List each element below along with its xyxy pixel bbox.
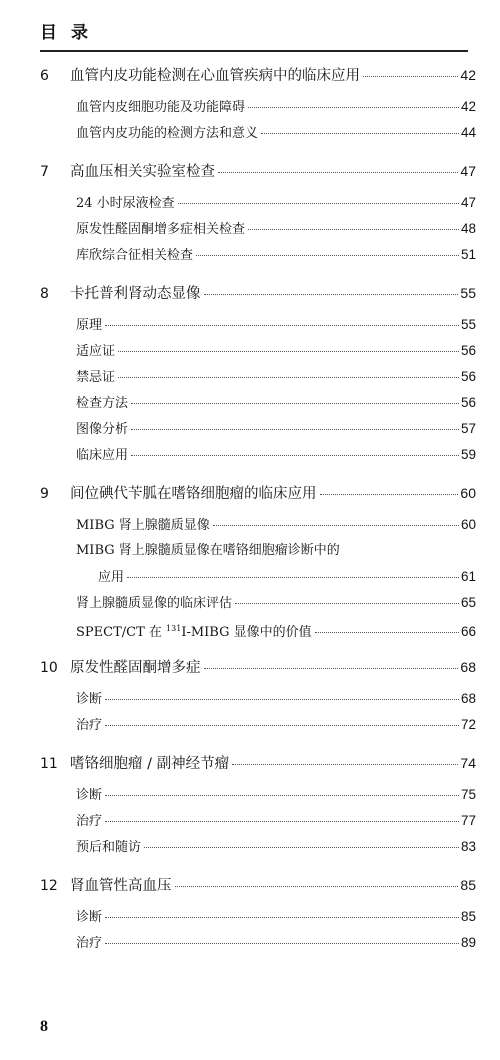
entry-title: 原理 [76, 318, 103, 333]
chapter-number: 11 [40, 756, 58, 772]
table-of-contents [40, 60, 476, 966]
page-number: 85 [460, 909, 476, 924]
chapter-title: 间位碘代苄胍在嗜铬细胞瘤的临床应用 [70, 486, 317, 502]
entry-title: 肾上腺髓质显像的临床评估 [76, 596, 233, 611]
dot-leader [248, 107, 459, 108]
dot-leader [105, 795, 459, 796]
toc-entry[interactable] [76, 94, 476, 120]
entry-title: 原发性醛固酮增多症相关检查 [76, 222, 246, 237]
page-number: 51 [460, 247, 476, 262]
entry-title: 血管内皮功能的检测方法和意义 [76, 126, 259, 141]
section-list [40, 508, 476, 642]
page-number: 42 [460, 67, 476, 83]
chapter-title: 血管内皮功能检测在心血管疾病中的临床应用 [70, 68, 360, 84]
toc-entry[interactable] [76, 808, 476, 834]
chapter-heading[interactable] [40, 748, 476, 778]
page-number: 68 [460, 691, 476, 706]
chapter-title: 嗜铬细胞瘤 / 副神经节瘤 [70, 756, 230, 772]
page-number: 61 [460, 569, 476, 584]
page-number: 56 [460, 395, 476, 410]
toc-entry-first-line[interactable] [76, 538, 476, 564]
toc-entry[interactable] [76, 930, 476, 956]
page-number: 55 [460, 285, 476, 301]
entry-title: 禁忌证 [76, 370, 116, 385]
isotope-superscript: 131 [166, 624, 182, 633]
toc-entry[interactable] [76, 216, 476, 242]
page-number: 59 [460, 447, 476, 462]
entry-title: 检查方法 [76, 396, 129, 411]
page-header [40, 20, 468, 46]
chapter-title: 卡托普利肾动态显像 [70, 286, 201, 302]
section-list [40, 308, 476, 468]
toc-entry[interactable] [76, 782, 476, 808]
toc-entry-continuation[interactable] [76, 564, 476, 590]
chapter-8 [40, 278, 476, 468]
page-number: 77 [460, 813, 476, 828]
toc-entry[interactable] [76, 338, 476, 364]
chapter-7 [40, 156, 476, 268]
dot-leader [315, 632, 459, 633]
toc-entry[interactable] [76, 364, 476, 390]
dot-leader [196, 255, 459, 256]
chapter-number: 9 [40, 486, 49, 502]
entry-title-continuation: 应用 [98, 570, 125, 585]
chapter-9 [40, 478, 476, 642]
entry-title: 临床应用 [76, 448, 129, 463]
chapter-number: 8 [40, 286, 49, 302]
header-rule [40, 50, 468, 52]
dot-leader [105, 821, 459, 822]
section-list [40, 90, 476, 146]
chapter-11 [40, 748, 476, 860]
chapter-heading[interactable] [40, 478, 476, 508]
toc-entry[interactable] [76, 616, 476, 642]
chapter-number: 12 [40, 878, 58, 894]
dot-leader [127, 577, 459, 578]
toc-entry[interactable] [76, 590, 476, 616]
page-number: 72 [460, 717, 476, 732]
entry-title [76, 616, 312, 646]
page-number: 66 [460, 624, 476, 639]
chapter-title: 肾血管性高血压 [70, 878, 172, 894]
chapter-6 [40, 60, 476, 146]
toc-entry[interactable] [76, 190, 476, 216]
page-number: 48 [460, 221, 476, 236]
dot-leader [235, 603, 459, 604]
chapter-title: 原发性醛固酮增多症 [70, 660, 201, 676]
entry-title: 血管内皮细胞功能及功能障碍 [76, 100, 246, 115]
dot-leader [105, 699, 459, 700]
section-list [40, 186, 476, 268]
chapter-heading[interactable] [40, 652, 476, 682]
entry-title: 图像分析 [76, 422, 129, 437]
entry-title: 适应证 [76, 344, 116, 359]
toc-entry[interactable] [76, 120, 476, 146]
page-number: 68 [460, 659, 476, 675]
section-list [40, 778, 476, 860]
chapter-title: 高血压相关实验室检查 [70, 164, 215, 180]
entry-title: 24 小时尿液检查 [76, 196, 175, 211]
footer-page-number: 8 [40, 1018, 48, 1035]
page-number: 89 [460, 935, 476, 950]
entry-title-prefix: SPECT/CT 在 [76, 625, 167, 640]
chapter-heading[interactable] [40, 156, 476, 186]
toc-entry[interactable] [76, 512, 476, 538]
toc-entry[interactable] [76, 686, 476, 712]
dot-leader [105, 917, 459, 918]
entry-title: 治疗 [76, 936, 103, 951]
dot-leader [204, 668, 459, 669]
page-number: 42 [460, 99, 476, 114]
page-number: 65 [460, 595, 476, 610]
dot-leader [218, 172, 458, 173]
page-number: 44 [460, 125, 476, 140]
entry-title: 库欣综合征相关检查 [76, 248, 194, 263]
page-number: 83 [460, 839, 476, 854]
page-number: 47 [460, 195, 476, 210]
page-number: 56 [460, 369, 476, 384]
dot-leader [178, 203, 459, 204]
dot-leader [131, 403, 459, 404]
page-number: 47 [460, 163, 476, 179]
dot-leader [144, 847, 459, 848]
dot-leader [105, 943, 459, 944]
chapter-number: 7 [40, 164, 49, 180]
chapter-10 [40, 652, 476, 738]
page-number: 85 [460, 877, 476, 893]
chapter-number: 6 [40, 68, 49, 84]
entry-title: 诊断 [76, 692, 103, 707]
toc-entry[interactable] [76, 834, 476, 860]
dot-leader [320, 494, 459, 495]
entry-title: 诊断 [76, 788, 103, 803]
page-number: 75 [460, 787, 476, 802]
header-title: 目录 [40, 23, 102, 43]
page-number: 60 [460, 517, 476, 532]
entry-title: 诊断 [76, 910, 103, 925]
dot-leader [105, 325, 459, 326]
toc-entry[interactable] [76, 442, 476, 468]
dot-leader [118, 351, 459, 352]
toc-entry[interactable] [76, 904, 476, 930]
section-list [40, 682, 476, 738]
page-number: 56 [460, 343, 476, 358]
chapter-number: 10 [40, 660, 58, 676]
page-number: 60 [460, 485, 476, 501]
page-number: 55 [460, 317, 476, 332]
dot-leader [232, 764, 458, 765]
dot-leader [213, 525, 459, 526]
entry-title: 预后和随访 [76, 840, 142, 855]
toc-entry[interactable] [76, 242, 476, 268]
entry-title: MIBG 肾上腺髓质显像在嗜铬细胞瘤诊断中的 [76, 543, 340, 558]
entry-title: 治疗 [76, 718, 103, 733]
dot-leader [118, 377, 459, 378]
page-number: 57 [460, 421, 476, 436]
toc-entry[interactable] [76, 416, 476, 442]
dot-leader [248, 229, 459, 230]
toc-entry[interactable] [76, 390, 476, 416]
entry-title: 治疗 [76, 814, 103, 829]
dot-leader [175, 886, 459, 887]
entry-title: MIBG 肾上腺髓质显像 [76, 518, 210, 533]
chapter-heading[interactable] [40, 60, 476, 90]
chapter-heading[interactable] [40, 870, 476, 900]
dot-leader [204, 294, 459, 295]
dot-leader [131, 455, 459, 456]
toc-entry[interactable] [76, 712, 476, 738]
chapter-heading[interactable] [40, 278, 476, 308]
dot-leader [261, 133, 459, 134]
dot-leader [363, 76, 458, 77]
dot-leader [131, 429, 459, 430]
page-number: 74 [460, 755, 476, 771]
toc-entry[interactable] [76, 312, 476, 338]
entry-title-suffix: I-MIBG 显像中的价值 [181, 625, 312, 640]
chapter-12 [40, 870, 476, 956]
section-list [40, 900, 476, 956]
dot-leader [105, 725, 459, 726]
